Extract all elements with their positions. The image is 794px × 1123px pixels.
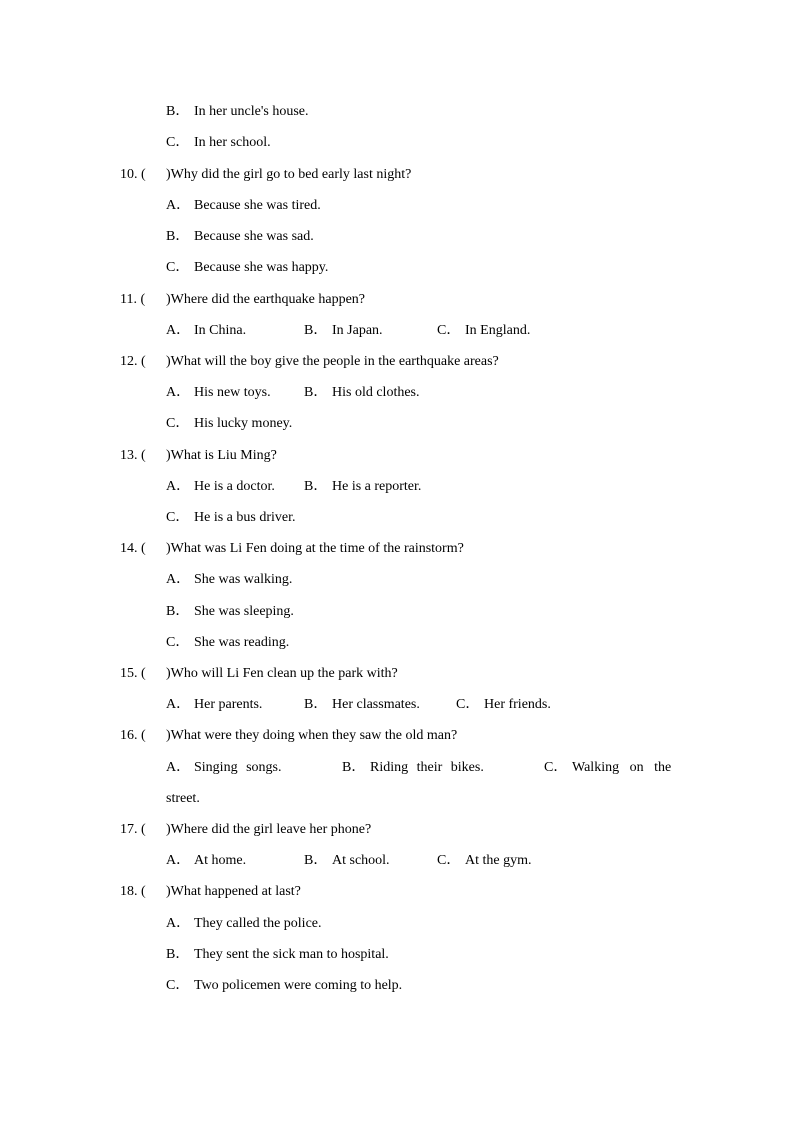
option-text: Singing songs. (194, 760, 282, 775)
question-16 (120, 727, 457, 745)
option-text: In Japan. (332, 323, 383, 338)
q14-option-b (166, 603, 294, 621)
option-text: His old clothes. (332, 385, 420, 400)
option-letter: B． (166, 104, 190, 119)
question-text: )What will the boy give the people in the earthquake areas? (166, 354, 499, 369)
option-letter: A． (166, 697, 191, 712)
question-text: )What is Liu Ming? (166, 448, 277, 463)
option-text: She was sleeping. (194, 604, 294, 619)
question-text: )What were they doing when they saw the old man? (166, 728, 458, 743)
option-letter: C． (166, 510, 190, 525)
option-letter: A． (166, 572, 191, 587)
option-text: They called the police. (194, 916, 322, 931)
q10-option-a (166, 197, 321, 215)
q9-option-c (166, 134, 271, 152)
q13-option-c (166, 509, 295, 527)
question-11 (120, 291, 365, 309)
option-letter: C． (166, 978, 190, 993)
option-letter: C． (544, 760, 568, 775)
q10-option-b (166, 228, 314, 246)
option-letter: C． (166, 260, 190, 275)
q18-option-c (166, 977, 402, 995)
option-letter: B． (304, 853, 328, 868)
q16-option-b (342, 759, 484, 777)
option-text: He is a doctor. (194, 479, 275, 494)
q15-option-b (304, 696, 420, 714)
option-text: She was walking. (194, 572, 293, 587)
q15-option-a (166, 696, 262, 714)
question-number: 17. ( (120, 822, 146, 837)
q13-option-b (304, 478, 421, 496)
q11-option-c (437, 322, 530, 340)
question-number: 16. ( (120, 728, 146, 743)
q16-option-c-continued: street. (166, 791, 200, 806)
question-text: )Why did the girl go to bed early last night? (166, 167, 412, 182)
option-text: In her uncle's house. (194, 104, 309, 119)
q10-option-c (166, 259, 328, 277)
option-text: Her parents. (194, 697, 263, 712)
option-letter: C． (166, 635, 190, 650)
question-number: 10. ( (120, 167, 146, 182)
option-text: His lucky money. (194, 416, 293, 431)
option-letter: B． (304, 697, 328, 712)
option-letter: A． (166, 323, 191, 338)
option-letter: A． (166, 916, 191, 931)
option-letter: B． (304, 385, 328, 400)
q15-option-c (456, 696, 551, 714)
q16-option-a (166, 759, 281, 777)
q17-option-b (304, 852, 390, 870)
q14-option-c (166, 634, 289, 652)
q12-option-b (304, 384, 420, 402)
question-14 (120, 540, 464, 558)
question-text: )Who will Li Fen clean up the park with? (166, 666, 398, 681)
question-15 (120, 665, 398, 683)
option-text: Two policemen were coming to help. (194, 978, 403, 993)
option-text: He is a bus driver. (194, 510, 296, 525)
question-12 (120, 353, 499, 371)
option-text: They sent the sick man to hospital. (194, 947, 389, 962)
question-number: 18. ( (120, 884, 146, 899)
question-number: 12. ( (120, 354, 146, 369)
q14-option-a (166, 571, 292, 589)
option-text: In China. (194, 323, 247, 338)
option-letter: A． (166, 853, 191, 868)
question-text: )Where did the earthquake happen? (166, 292, 366, 307)
option-text: He is a reporter. (332, 479, 422, 494)
option-text: She was reading. (194, 635, 290, 650)
option-letter: A． (166, 479, 191, 494)
option-text: Because she was happy. (194, 260, 329, 275)
q17-option-c (437, 852, 532, 870)
option-text: At the gym. (465, 853, 532, 868)
option-letter: A． (166, 760, 191, 775)
option-letter: A． (166, 385, 191, 400)
q17-option-a (166, 852, 246, 870)
option-letter: A． (166, 198, 191, 213)
q18-option-a (166, 915, 322, 933)
option-text: His new toys. (194, 385, 271, 400)
option-text: In England. (465, 323, 531, 338)
question-18 (120, 883, 301, 901)
option-letter: B． (342, 760, 366, 775)
question-17 (120, 821, 371, 839)
question-13 (120, 447, 277, 465)
option-letter: B． (304, 323, 328, 338)
q11-option-b (304, 322, 383, 340)
question-number: 14. ( (120, 541, 146, 556)
q16-option-c (544, 759, 671, 777)
question-number: 11. ( (120, 292, 146, 307)
question-text: )What was Li Fen doing at the time of the rainstorm? (166, 541, 464, 556)
option-text: Because she was tired. (194, 198, 321, 213)
option-text: Riding their bikes. (370, 760, 484, 775)
q13-option-a (166, 478, 275, 496)
question-number: 15. ( (120, 666, 146, 681)
option-text: Because she was sad. (194, 229, 314, 244)
q12-option-c (166, 415, 292, 433)
option-text: Walking on the (572, 760, 672, 775)
option-letter: C． (456, 697, 480, 712)
option-letter: B． (166, 229, 190, 244)
option-letter: B． (166, 947, 190, 962)
q12-option-a (166, 384, 271, 402)
q9-option-b (166, 103, 309, 121)
q18-option-b (166, 946, 389, 964)
option-letter: B． (166, 604, 190, 619)
question-10 (120, 166, 411, 184)
option-letter: C． (437, 323, 461, 338)
option-letter: B． (304, 479, 328, 494)
question-text: )Where did the girl leave her phone? (166, 822, 372, 837)
option-letter: C． (437, 853, 461, 868)
option-text: In her school. (194, 135, 271, 150)
question-number: 13. ( (120, 448, 146, 463)
option-letter: C． (166, 416, 190, 431)
q11-option-a (166, 322, 246, 340)
option-letter: C． (166, 135, 190, 150)
question-text: )What happened at last? (166, 884, 301, 899)
option-text: Her friends. (484, 697, 551, 712)
option-text: At home. (194, 853, 247, 868)
option-text: Her classmates. (332, 697, 420, 712)
option-text: At school. (332, 853, 390, 868)
